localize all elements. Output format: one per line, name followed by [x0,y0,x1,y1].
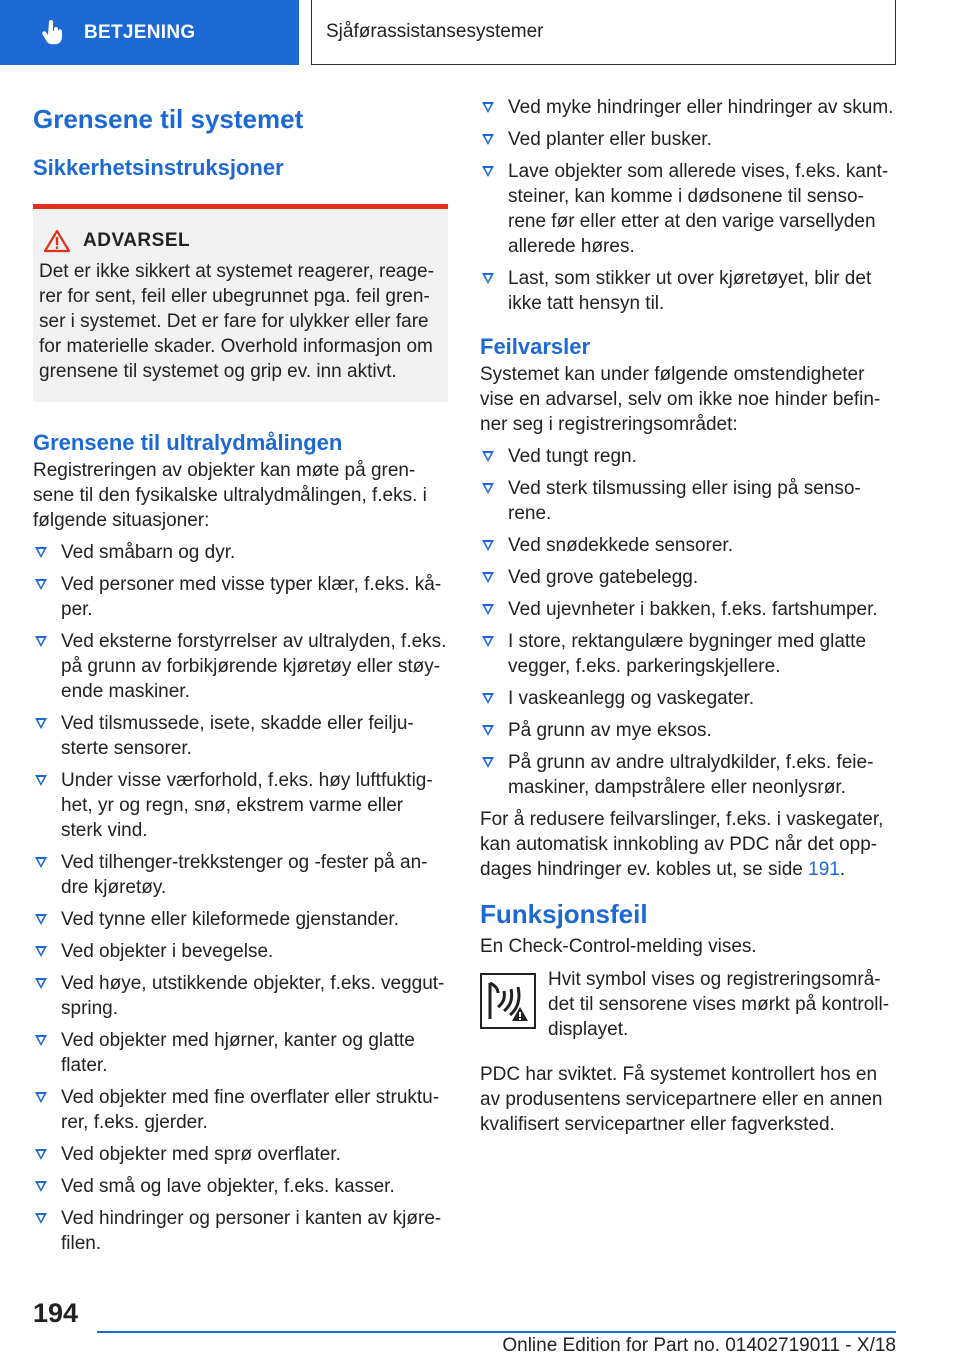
bullet-triangle-icon [35,978,47,989]
warning-box [33,204,448,402]
symbol-description: Hvit symbol vises og registreringsområ- det til sensorene vises mørkt på kontroll- displayet. [548,969,890,1040]
list-item: Ved eksterne forstyrrelser av ultralyden, f.eks. på grunn av forbikjørende kjøretøy eller støy- ende maskiner. [33,629,448,704]
bullet-triangle-icon [482,166,494,177]
warning-text: Det er ikke sikkert at systemet reagerer, reage- rer for sent, feil eller ubegrunnet pga. feil gren- ser i systemet. Det er fare for ulykker eller fare for materielle skader. Overhold informasjon om grensene til systemet og grip ev. inn aktivt. [39,261,434,382]
bullet-triangle-icon [35,718,47,729]
page-heading: Grensene til systemet [33,104,304,134]
footer-edition: Online Edition for Part no. 01402719011 - X/18 [502,1335,896,1356]
ultrasound-intro: Registreringen av objekter kan møte på gren- sene til den fysikalske ultralydmålingen, f.eks. i følgende situasjoner: [33,460,427,531]
ultrasound-limits-heading: Grensene til ultralydmålingen [33,430,343,455]
false-warnings-list [480,444,900,800]
ultrasound-list-continued [480,95,900,316]
list-item: Ved objekter med fine overflater eller struktu- rer, f.eks. gjerder. [33,1085,448,1135]
symbol-row [480,967,900,1042]
list-item: Ved personer med visse typer klær, f.eks. kå- per. [33,572,448,622]
list-item: Ved objekter med sprø overflater. [33,1142,448,1167]
bullet-triangle-icon [35,1213,47,1224]
bullet-triangle-icon [482,693,494,704]
bullet-triangle-icon [482,451,494,462]
bullet-triangle-icon [482,572,494,583]
list-item: På grunn av andre ultralydkilder, f.eks. feie- maskiner, dampstrålere eller neonlysrør. [480,750,900,800]
bullet-triangle-icon [35,636,47,647]
bullet-triangle-icon [35,579,47,590]
bullet-triangle-icon [482,540,494,551]
bullet-triangle-icon [35,1149,47,1160]
pdc-sensor-warning-icon [480,973,536,1029]
bullet-triangle-icon [482,483,494,494]
bullet-triangle-icon [35,1035,47,1046]
bullet-triangle-icon [35,1181,47,1192]
list-item: Lave objekter som allerede vises, f.eks. kant- steiner, kan komme i dødsonene til senso- rene før eller etter at den varige varsellyden allerede høres. [480,159,900,259]
warning-label: ADVARSEL [83,230,191,251]
false-warnings-heading: Feilvarsler [480,334,591,359]
list-item: Ved tilhenger-trekkstenger og -fester på an- dre kjøretøy. [33,850,448,900]
check-control-text: En Check-Control-melding vises. [480,936,757,957]
page-number: 194 [33,1298,79,1328]
bullet-triangle-icon [482,636,494,647]
list-item: Ved tilsmussede, isete, skadde eller feilju- sterte sensorer. [33,711,448,761]
malfunction-heading: Funksjonsfeil [480,899,648,929]
list-item: Ved myke hindringer eller hindringer av skum. [480,95,900,120]
list-item: Last, som stikker ut over kjøretøyet, blir det ikke tatt hensyn til. [480,266,900,316]
list-item: Ved sterk tilsmussing eller ising på senso- rene. [480,476,900,526]
right-column [480,98,900,1137]
list-item: Ved grove gatebelegg. [480,565,900,590]
bullet-triangle-icon [482,757,494,768]
list-item: I store, rektangulære bygninger med glatte vegger, f.eks. parkeringskjellere. [480,629,900,679]
left-column [33,98,448,1256]
list-item: Ved planter eller busker. [480,127,900,152]
page-link[interactable]: 191 [808,859,840,880]
list-item: Ved små og lave objekter, f.eks. kasser. [33,1174,448,1199]
bullet-triangle-icon [482,102,494,113]
bullet-triangle-icon [482,725,494,736]
ultrasound-list [33,540,448,1256]
bullet-triangle-icon [482,134,494,145]
bullet-triangle-icon [35,547,47,558]
list-item: Under visse værforhold, f.eks. høy luftfuktig- het, yr og regn, snø, ekstrem varme eller sterk vind. [33,768,448,843]
list-item: Ved objekter med hjørner, kanter og glatte flater. [33,1028,448,1078]
list-item: I vaskeanlegg og vaskegater. [480,686,900,711]
chapter-title: Sjåførassistansesystemer [311,0,896,65]
warning-triangle-icon [43,229,71,253]
bullet-triangle-icon [35,775,47,786]
list-item: Ved tynne eller kileformede gjenstander. [33,907,448,932]
list-item: Ved hindringer og personer i kanten av kjøre- filen. [33,1206,448,1256]
safety-heading: Sikkerhetsinstruksjoner [33,155,284,180]
bullet-triangle-icon [482,604,494,615]
section-label: BETJENING [84,21,196,43]
section-tab [0,0,299,65]
footer-divider [97,1331,896,1333]
list-item: Ved objekter i bevegelse. [33,939,448,964]
bullet-triangle-icon [35,1092,47,1103]
list-item: Ved snødekkede sensorer. [480,533,900,558]
list-item: Ved tungt regn. [480,444,900,469]
bullet-triangle-icon [35,914,47,925]
list-item: Ved ujevnheter i bakken, f.eks. fartshumper. [480,597,900,622]
bullet-triangle-icon [35,857,47,868]
false-warnings-intro: Systemet kan under følgende omstendigheter vise en advarsel, selv om ikke noe hinder befin- ner seg i registreringsområdet: [480,364,881,435]
pdc-failure-text: PDC har sviktet. Få systemet kontrollert hos en av produsentens servicepartnere eller en annen kvalifisert servicepartner eller fagverksted. [480,1064,883,1135]
bullet-triangle-icon [482,273,494,284]
list-item: Ved høye, utstikkende objekter, f.eks. veggut- spring. [33,971,448,1021]
list-item: På grunn av mye eksos. [480,718,900,743]
bullet-triangle-icon [35,946,47,957]
reduce-paragraph: For å redusere feilvarslinger, f.eks. i vaskegater, kan automatisk innkobling av PDC når det opp- dages hindringer ev. kobles ut, se side 191. [480,809,884,880]
list-item: Ved småbarn og dyr. [33,540,448,565]
hand-pointer-icon [40,20,66,46]
